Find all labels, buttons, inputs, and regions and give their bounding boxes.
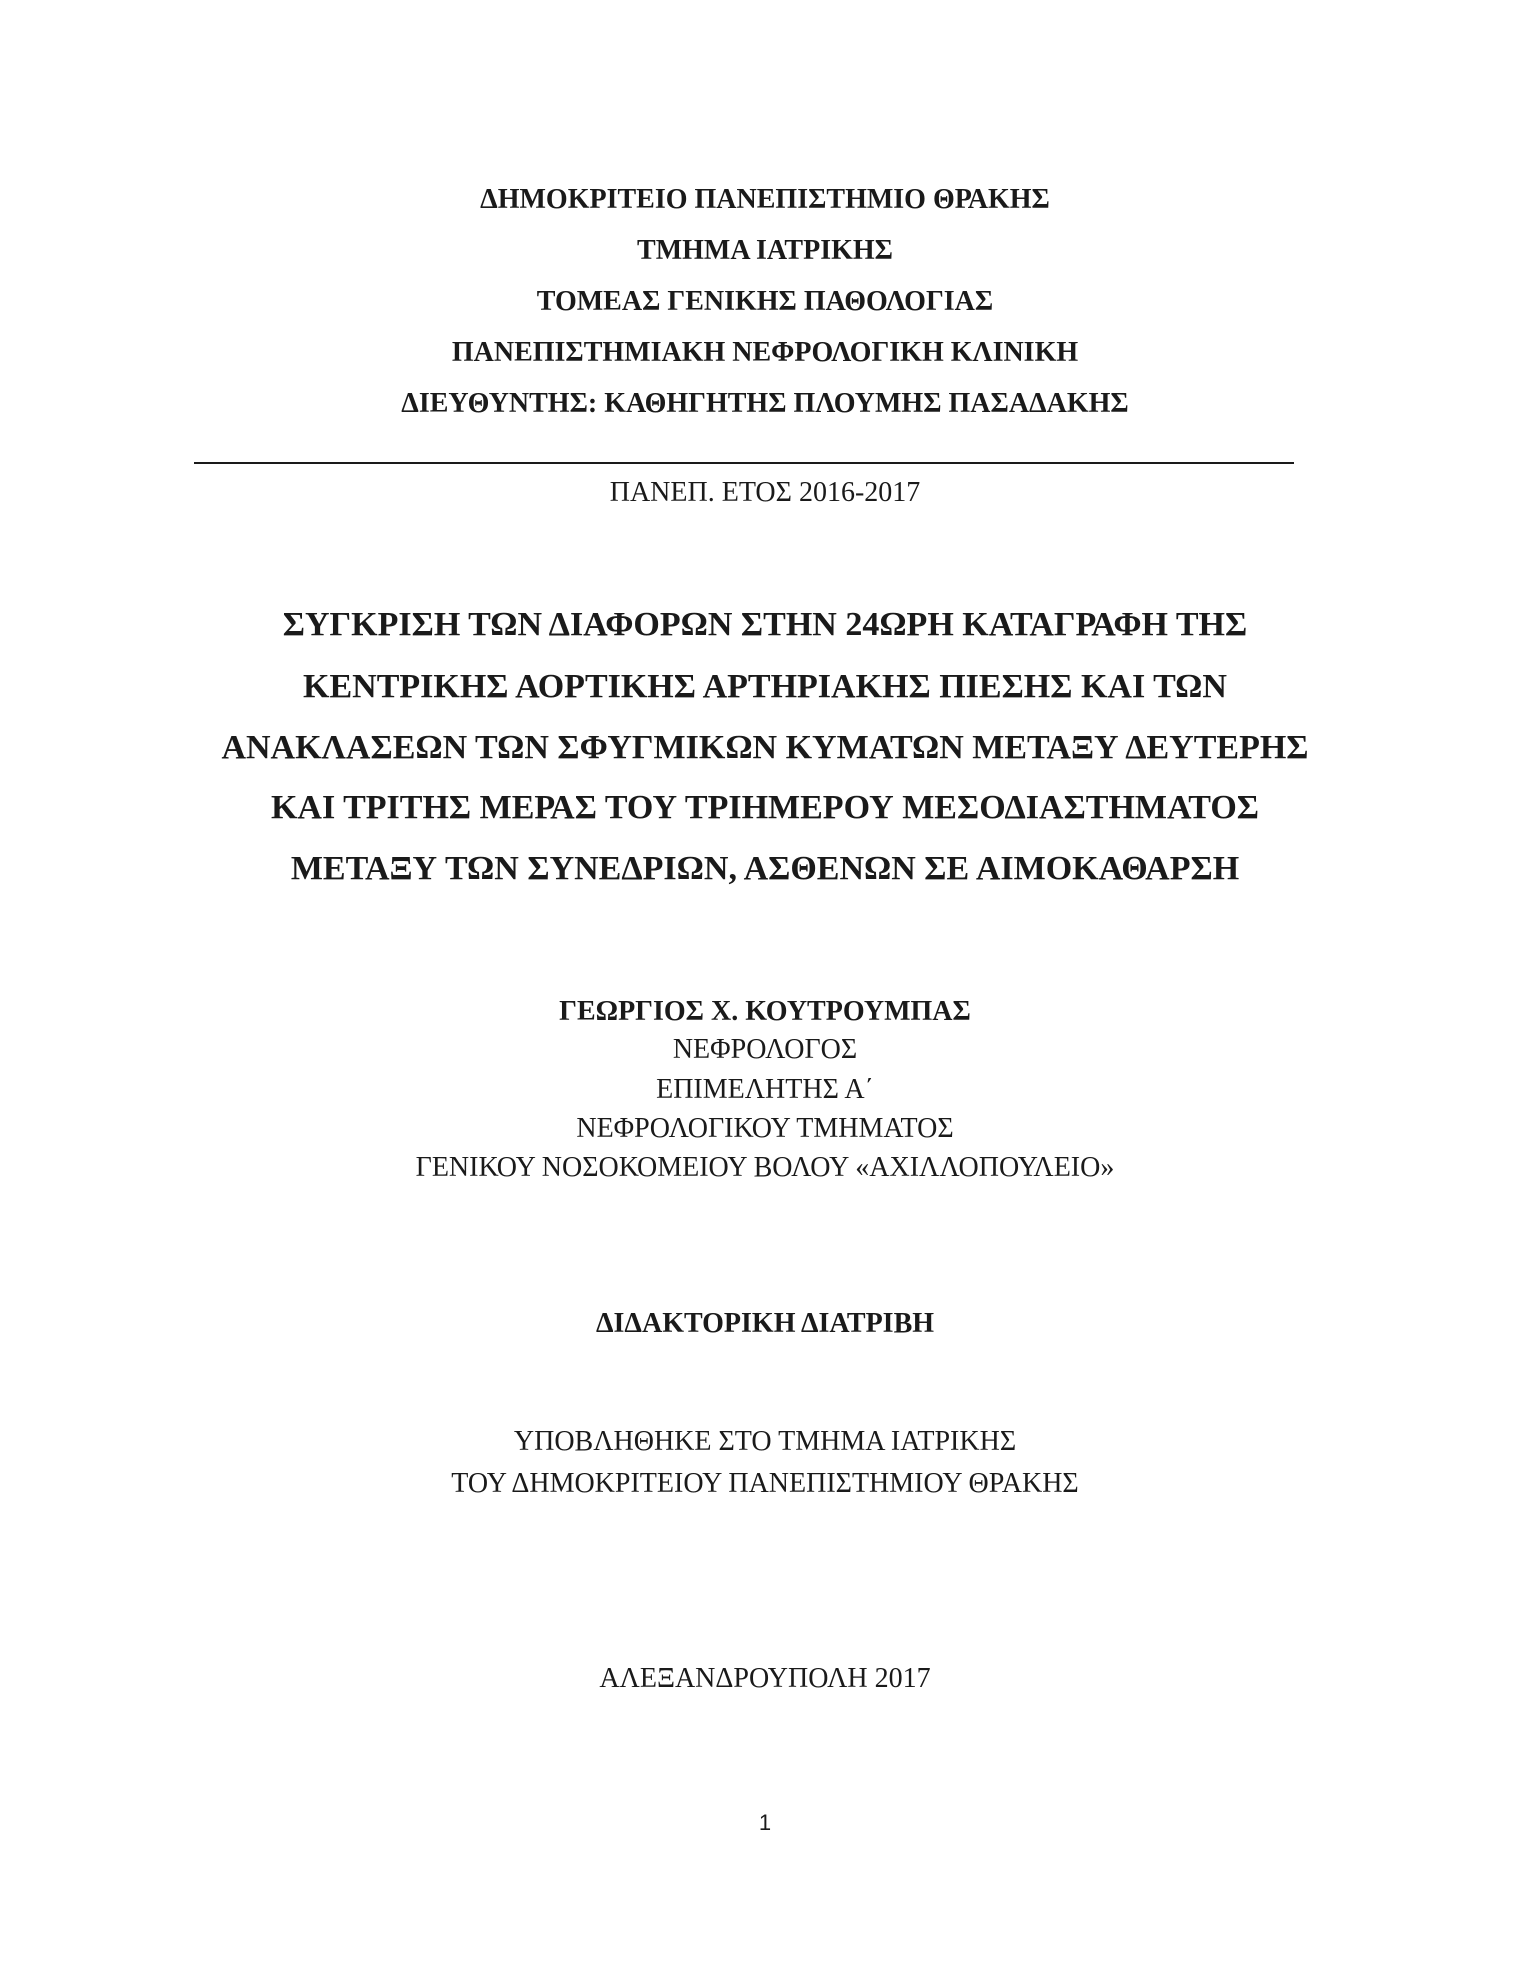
submission-line-1: ΥΠΟΒΛΗΘΗΚΕ ΣΤΟ ΤΜΗΜΑ ΙΑΤΡΙΚΗΣ	[513, 1426, 1017, 1457]
header-divider	[194, 462, 1294, 464]
academic-year: ΠΑΝΕΠ. ΕΤΟΣ 2016-2017	[609, 477, 921, 508]
header-director: ΔΙΕΥΘΥΝΤΗΣ: ΚΑΘΗΓΗΤΗΣ ΠΛΟΥΜΗΣ ΠΑΣΑΔΑΚΗΣ	[401, 388, 1129, 419]
author-name: ΓΕΩΡΓΙΟΣ Χ. ΚΟΥΤΡΟΥΜΠΑΣ	[559, 996, 971, 1027]
author-hospital: ΓΕΝΙΚΟΥ ΝΟΣΟΚΟΜΕΙΟΥ ΒΟΛΟΥ «ΑΧΙΛΛΟΠΟΥΛΕΙΟ»	[415, 1152, 1115, 1183]
header-university: ΔΗΜΟΚΡΙΤΕΙΟ ΠΑΝΕΠΙΣΤΗΜΙΟ ΘΡΑΚΗΣ	[480, 184, 1050, 215]
author-department: ΝΕΦΡΟΛΟΓΙΚΟΥ ΤΜΗΜΑΤΟΣ	[576, 1113, 954, 1144]
title-line-2: ΚΕΝΤΡΙΚΗΣ ΑΟΡΤΙΚΗΣ ΑΡΤΗΡΙΑΚΗΣ ΠΙΕΣΗΣ ΚΑΙ ΤΩΝ	[303, 668, 1227, 705]
page-number: 1	[758, 1810, 772, 1835]
author-position: ΕΠΙΜΕΛΗΤΗΣ Α΄	[656, 1074, 874, 1105]
title-line-1: ΣΥΓΚΡΙΣΗ ΤΩΝ ΔΙΑΦΟΡΩΝ ΣΤΗΝ 24ΩΡΗ ΚΑΤΑΓΡΑΦΗ ΤΗΣ	[282, 606, 1248, 643]
document-type: ΔΙΔΑΚΤΟΡΙΚΗ ΔΙΑΤΡΙΒΗ	[595, 1308, 935, 1339]
header-clinic: ΠΑΝΕΠΙΣΤΗΜΙΑΚΗ ΝΕΦΡΟΛΟΓΙΚΗ ΚΛΙΝΙΚΗ	[451, 337, 1079, 368]
submission-line-2: ΤΟΥ ΔΗΜΟΚΡΙΤΕΙΟΥ ΠΑΝΕΠΙΣΤΗΜΙΟΥ ΘΡΑΚΗΣ	[451, 1468, 1079, 1499]
title-line-4: ΚΑΙ ΤΡΙΤΗΣ ΜΕΡΑΣ ΤΟΥ ΤΡΙΗΜΕΡΟΥ ΜΕΣΟΔΙΑΣΤΗΜΑΤΟΣ	[270, 789, 1260, 826]
title-line-3: ΑΝΑΚΛΑΣΕΩΝ ΤΩΝ ΣΦΥΓΜΙΚΩΝ ΚΥΜΑΤΩΝ ΜΕΤΑΞΥ ΔΕΥΤΕΡΗΣ	[221, 729, 1309, 766]
header-department: ΤΜΗΜΑ ΙΑΤΡΙΚΗΣ	[637, 235, 893, 266]
header-sector: ΤΟΜΕΑΣ ΓΕΝΙΚΗΣ ΠΑΘΟΛΟΓΙΑΣ	[536, 286, 994, 317]
title-line-5: ΜΕΤΑΞΥ ΤΩΝ ΣΥΝΕΔΡΙΩΝ, ΑΣΘΕΝΩΝ ΣΕ ΑΙΜΟΚΑΘΑΡΣΗ	[290, 850, 1240, 887]
place-year: ΑΛΕΞΑΝΔΡΟΥΠΟΛΗ 2017	[599, 1663, 931, 1694]
author-specialty: ΝΕΦΡΟΛΟΓΟΣ	[672, 1034, 858, 1065]
